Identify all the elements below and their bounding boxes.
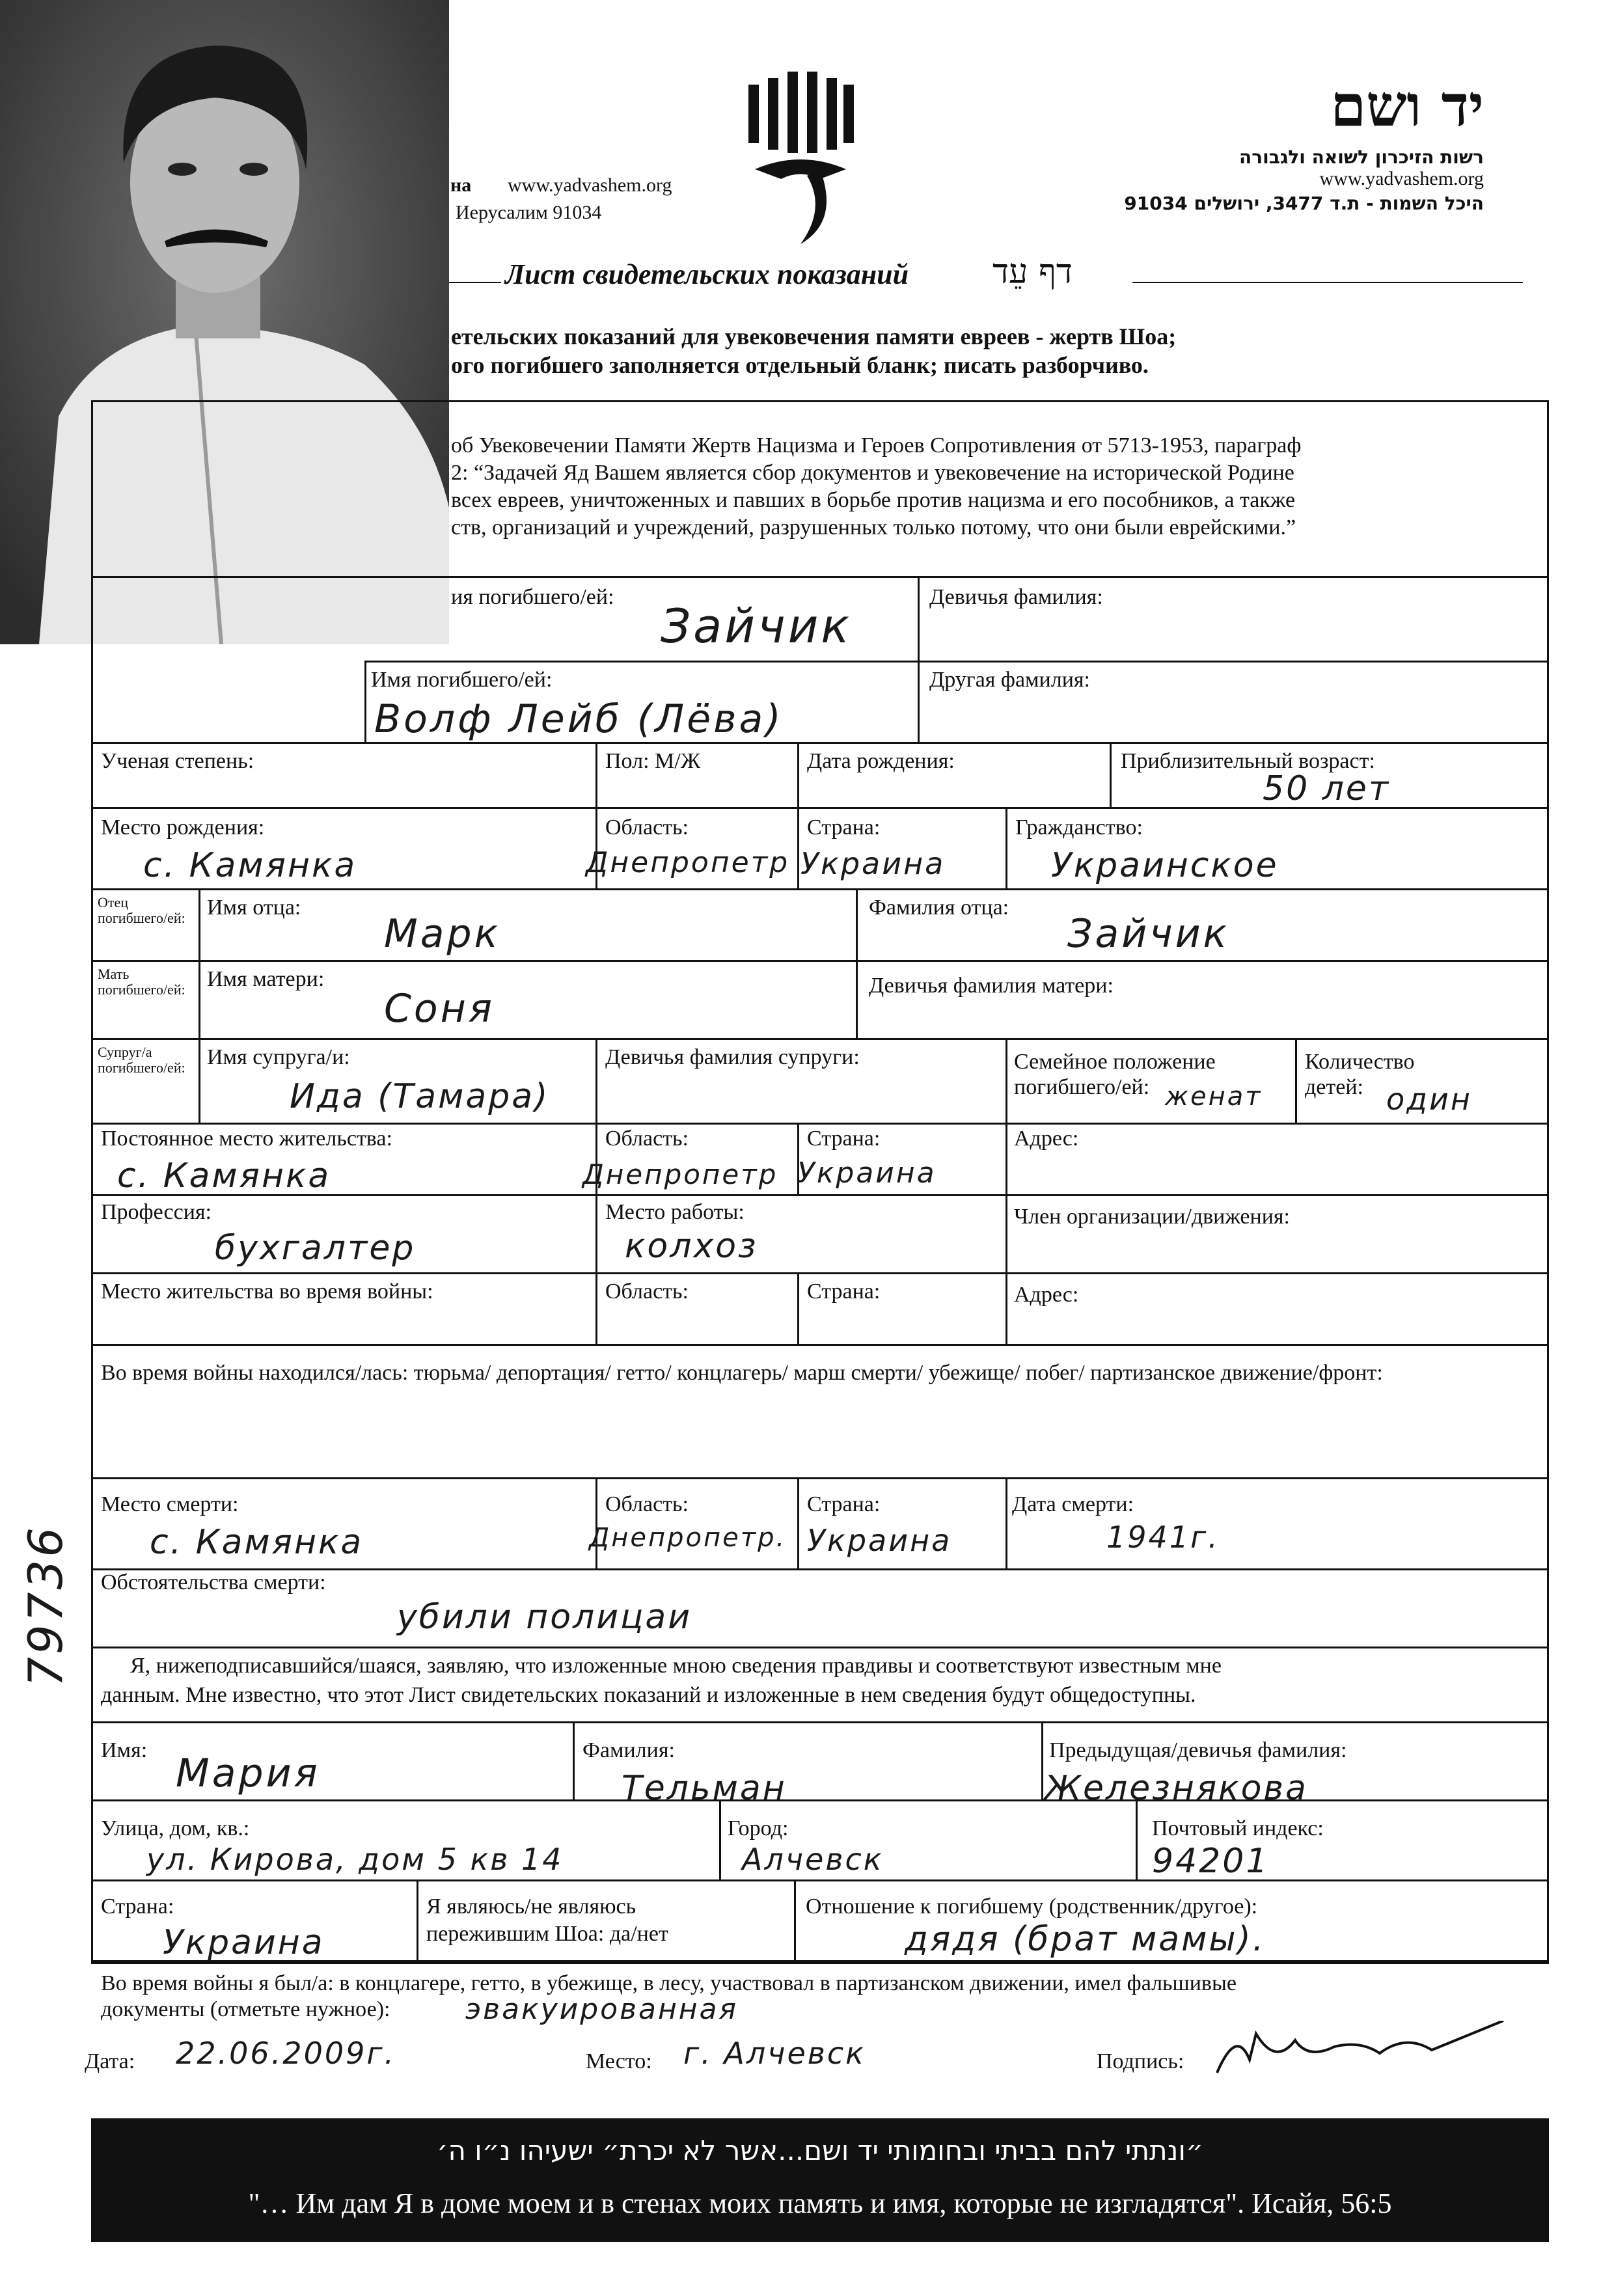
perm-country-label: Страна:	[807, 1127, 881, 1151]
row-line	[91, 888, 1549, 890]
col-line	[595, 1038, 597, 1344]
perm-region-value[interactable]: Днепропетр	[582, 1158, 778, 1190]
during-war-label: Во время войны находился/лась: тюрьма/ депортация/ гетто/ концлагерь/ марш смерти/ убежище/ побег/ партизанское движение/фронт:	[101, 1361, 1383, 1385]
row-line	[91, 960, 1549, 962]
submitter-country-value[interactable]: Украина	[163, 1923, 325, 1962]
row-line	[91, 576, 1549, 578]
row-line	[91, 1477, 1549, 1479]
submitter-street-value[interactable]: ул. Кирова, дом 5 кв 14	[146, 1842, 564, 1877]
perm-region-label: Область:	[605, 1127, 689, 1151]
spouse-name-value[interactable]: Ида (Тамара)	[290, 1077, 550, 1116]
col-line	[198, 888, 200, 1123]
children-count-value[interactable]: один	[1386, 1082, 1472, 1117]
death-circumstances-value[interactable]: убили полицаи	[397, 1598, 692, 1637]
degree-label: Ученая степень:	[101, 749, 254, 773]
title-rule-right	[1132, 282, 1523, 283]
victim-first-name-label: Имя погибшего/ей:	[371, 668, 553, 692]
law-line-3: всех евреев, уничтоженных и павших в борьбе против нацизма и его пособников, а также	[451, 488, 1296, 512]
mother-maiden-label: Девичья фамилия матери:	[869, 974, 1114, 998]
row-line	[91, 1962, 1549, 1964]
victim-surname-value[interactable]: Зайчик	[661, 599, 852, 653]
father-surname-label: Фамилия отца:	[869, 895, 1009, 920]
marital-status-value[interactable]: женат	[1165, 1082, 1263, 1112]
sign-place-label: Место:	[586, 2049, 652, 2073]
relation-value[interactable]: дядя (брат мамы).	[905, 1920, 1266, 1959]
mother-name-label: Имя матери:	[207, 967, 325, 991]
father-side-label: Отец погибшего/ей:	[98, 894, 185, 927]
spouse-side-label: Супруг/а погибшего/ей:	[98, 1044, 185, 1076]
col-line	[918, 576, 920, 742]
submitter-zip-label: Почтовый индекс:	[1152, 1816, 1324, 1840]
profession-value[interactable]: бухгалтер	[215, 1229, 416, 1268]
quote-hebrew: ״ונתתי להם בביתי ובחומותי יד ושם...אשר לא יכרת״ ישעיהו נ״ו ה׳	[437, 2135, 1203, 2166]
spouse-name-label: Имя супруга/и:	[207, 1045, 350, 1069]
submitter-surname-label: Фамилия:	[582, 1738, 675, 1762]
declaration-line-1: Я, нижеподписавшийся/шаяся, заявляю, что изложенные мною сведения правдивы и соответствуют известным мне	[130, 1654, 1222, 1678]
death-date-value[interactable]: 1941г.	[1106, 1520, 1220, 1555]
death-region-label: Область:	[605, 1492, 689, 1516]
submitter-city-label: Город:	[728, 1816, 789, 1840]
birth-region-value[interactable]: Днепропетр	[586, 846, 790, 879]
col-line	[1005, 1038, 1007, 1344]
col-line	[797, 1272, 799, 1344]
row-line	[364, 661, 1549, 663]
submitter-name-value[interactable]: Мария	[176, 1751, 320, 1796]
death-circumstances-label: Обстоятельства смерти:	[101, 1570, 326, 1594]
col-line	[856, 888, 858, 1038]
row-line	[91, 1647, 1549, 1648]
header-org-he-subtitle: רשות הזיכרון לשואה ולגבורה	[1239, 146, 1484, 168]
col-line	[417, 1879, 418, 1962]
survivor-label-2: пережившим Шоа: да/нет	[426, 1922, 668, 1946]
spouse-maiden-label: Девичья фамилия супруги:	[605, 1045, 860, 1069]
relation-label: Отношение к погибшему (родственник/другое):	[806, 1894, 1258, 1919]
death-date-label: Дата смерти:	[1012, 1492, 1134, 1516]
victim-surname-label: ия погибшего/ей:	[451, 585, 614, 609]
approx-age-label: Приблизительный возраст:	[1121, 749, 1375, 773]
perm-country-value[interactable]: Украина	[797, 1156, 937, 1190]
submitter-war-info-line-2: документы (отметьте нужное):	[101, 1997, 390, 2021]
col-line	[1295, 1038, 1297, 1123]
father-name-value[interactable]: Марк	[384, 911, 500, 957]
citizenship-label: Гражданство:	[1015, 815, 1143, 840]
perm-residence-value[interactable]: с. Камянка	[117, 1156, 331, 1196]
intro-line-2: ого погибшего заполняется отдельный бланк; писать разборчиво.	[451, 352, 1149, 378]
workplace-label: Место работы:	[605, 1200, 745, 1224]
war-address-label: Адрес:	[1014, 1283, 1079, 1307]
signature-mark	[1210, 2021, 1510, 2079]
submitter-name-label: Имя:	[101, 1738, 148, 1762]
submitter-surname-value[interactable]: Тельман	[622, 1769, 787, 1808]
col-line	[719, 1799, 721, 1879]
survivor-label-1: Я являюсь/не являюсь	[426, 1894, 636, 1919]
approx-age-value[interactable]: 50 лет	[1263, 769, 1391, 808]
death-place-label: Место смерти:	[101, 1492, 239, 1516]
law-line-2: 2: “Задачей Яд Вашем является сбор документов и увековечение на исторической Родине	[451, 461, 1294, 485]
menorah-logo-icon	[742, 72, 859, 247]
col-line	[573, 1721, 575, 1799]
war-region-label: Область:	[605, 1279, 689, 1304]
submitter-city-value[interactable]: Алчевск	[742, 1842, 884, 1877]
header-url-left: www.yadvashem.org	[508, 174, 672, 196]
form-title-he: דף עֵד	[992, 253, 1073, 292]
submitter-country-label: Страна:	[101, 1894, 174, 1919]
perm-residence-label: Постоянное место жительства:	[101, 1127, 392, 1151]
marital-status-label: Семейное положение погибшего/ей:	[1014, 1050, 1216, 1100]
intro-line-1: етельских показаний для увековечения памяти евреев - жертв Шоа;	[451, 323, 1177, 349]
col-line	[1041, 1721, 1043, 1799]
declaration-line-2: данным. Мне известно, что этот Лист свидетельских показаний и изложенные в нем сведения будут общедоступны.	[101, 1683, 1196, 1707]
sex-label: Пол: М/Ж	[605, 749, 701, 773]
birth-country-label: Страна:	[807, 815, 881, 840]
form-title-ru: Лист свидетельских показаний	[505, 258, 909, 290]
sign-date-value[interactable]: 22.06.2009г.	[176, 2036, 396, 2071]
yad-vashem-logo	[742, 72, 859, 247]
perm-address-label: Адрес:	[1014, 1127, 1079, 1151]
col-line	[797, 742, 799, 888]
war-country-label: Страна:	[807, 1279, 881, 1304]
header-org-left: на	[450, 174, 472, 196]
mother-name-value[interactable]: Соня	[384, 986, 495, 1032]
col-line	[1110, 742, 1112, 807]
father-name-label: Имя отца:	[207, 895, 301, 920]
victim-first-name-value[interactable]: Волф Лейб (Лёва)	[374, 696, 784, 742]
title-rule-left	[449, 282, 501, 283]
col-line	[797, 1477, 799, 1568]
death-country-value[interactable]: Украина	[807, 1523, 952, 1558]
submitter-war-info-line-1: Во время войны я был/а: в концлагере, гетто, в убежище, в лесу, участвовал в партизанском движении, имел фальшивые	[101, 1971, 1237, 1995]
header-url-right: www.yadvashem.org	[1319, 168, 1484, 189]
father-surname-value[interactable]: Зайчик	[1067, 911, 1229, 957]
signature-scribble-icon	[1210, 2021, 1510, 2079]
submitter-zip-value[interactable]: 94201	[1152, 1842, 1270, 1881]
col-line	[364, 661, 366, 742]
birth-date-label: Дата рождения:	[807, 749, 955, 773]
sign-date-label: Дата:	[85, 2049, 135, 2073]
profession-label: Профессия:	[101, 1200, 212, 1224]
birth-place-label: Место рождения:	[101, 815, 265, 840]
maiden-name-label: Девичья фамилия:	[929, 585, 1103, 609]
birth-country-value[interactable]: Украина	[800, 846, 946, 881]
submitter-prev-surname-value[interactable]: Железнякова	[1045, 1769, 1308, 1808]
col-line	[794, 1879, 796, 1962]
death-country-label: Страна:	[807, 1492, 881, 1516]
sign-place-value[interactable]: г. Алчевск	[683, 2036, 866, 2071]
submitter-street-label: Улица, дом, кв.:	[101, 1816, 250, 1840]
row-line	[91, 742, 1549, 744]
row-line	[91, 1272, 1549, 1274]
birth-region-label: Область:	[605, 815, 689, 840]
death-region-value[interactable]: Днепропетр.	[589, 1523, 787, 1553]
row-line	[91, 1879, 1549, 1881]
header-address-left: Иерусалим 91034	[456, 202, 602, 223]
law-line-4: ств, организаций и учреждений, разрушенных только потому, что они были еврейскими.”	[451, 515, 1296, 540]
col-line	[1005, 1477, 1007, 1568]
header-org-he-title: יד ושם	[1330, 72, 1484, 139]
col-line	[1005, 807, 1007, 888]
war-residence-label: Место жительства во время войны:	[101, 1279, 433, 1304]
col-line	[1136, 1799, 1138, 1879]
row-line	[91, 1799, 1549, 1801]
birth-place-value[interactable]: с. Камянка	[143, 846, 357, 885]
mother-side-label: Мать погибшего/ей:	[98, 966, 185, 998]
quote-russian: "… Им дам Я в доме моем и в стенах моих память и имя, которые не изгладятся". Исайя, 56:5	[248, 2187, 1392, 2219]
member-org-label: Член организации/движения:	[1014, 1205, 1290, 1229]
submitter-war-info-value[interactable]: эвакуированная	[465, 1993, 738, 2026]
children-count-label: Количество детей:	[1305, 1050, 1415, 1100]
row-line	[91, 1344, 1549, 1346]
header-address-right: היכל השמות - ת.ד 3477, ירושלים 91034	[1124, 193, 1484, 214]
law-line-1: об Увековечении Памяти Жертв Нацизма и Героев Сопротивления от 5713-1953, параграф	[451, 433, 1302, 458]
signature-label: Подпись:	[1097, 2049, 1184, 2073]
death-place-value[interactable]: с. Камянка	[150, 1523, 364, 1562]
workplace-value[interactable]: колхоз	[625, 1227, 758, 1266]
citizenship-value[interactable]: Украинское	[1051, 846, 1279, 885]
row-line	[91, 1123, 1549, 1125]
other-surname-label: Другая фамилия:	[929, 668, 1090, 692]
submitter-prev-surname-label: Предыдущая/девичья фамилия:	[1049, 1738, 1347, 1762]
margin-number: 79736	[18, 1524, 73, 1687]
row-line	[91, 1721, 1549, 1723]
row-line	[91, 1038, 1549, 1040]
quote-banner	[91, 2118, 1549, 2242]
